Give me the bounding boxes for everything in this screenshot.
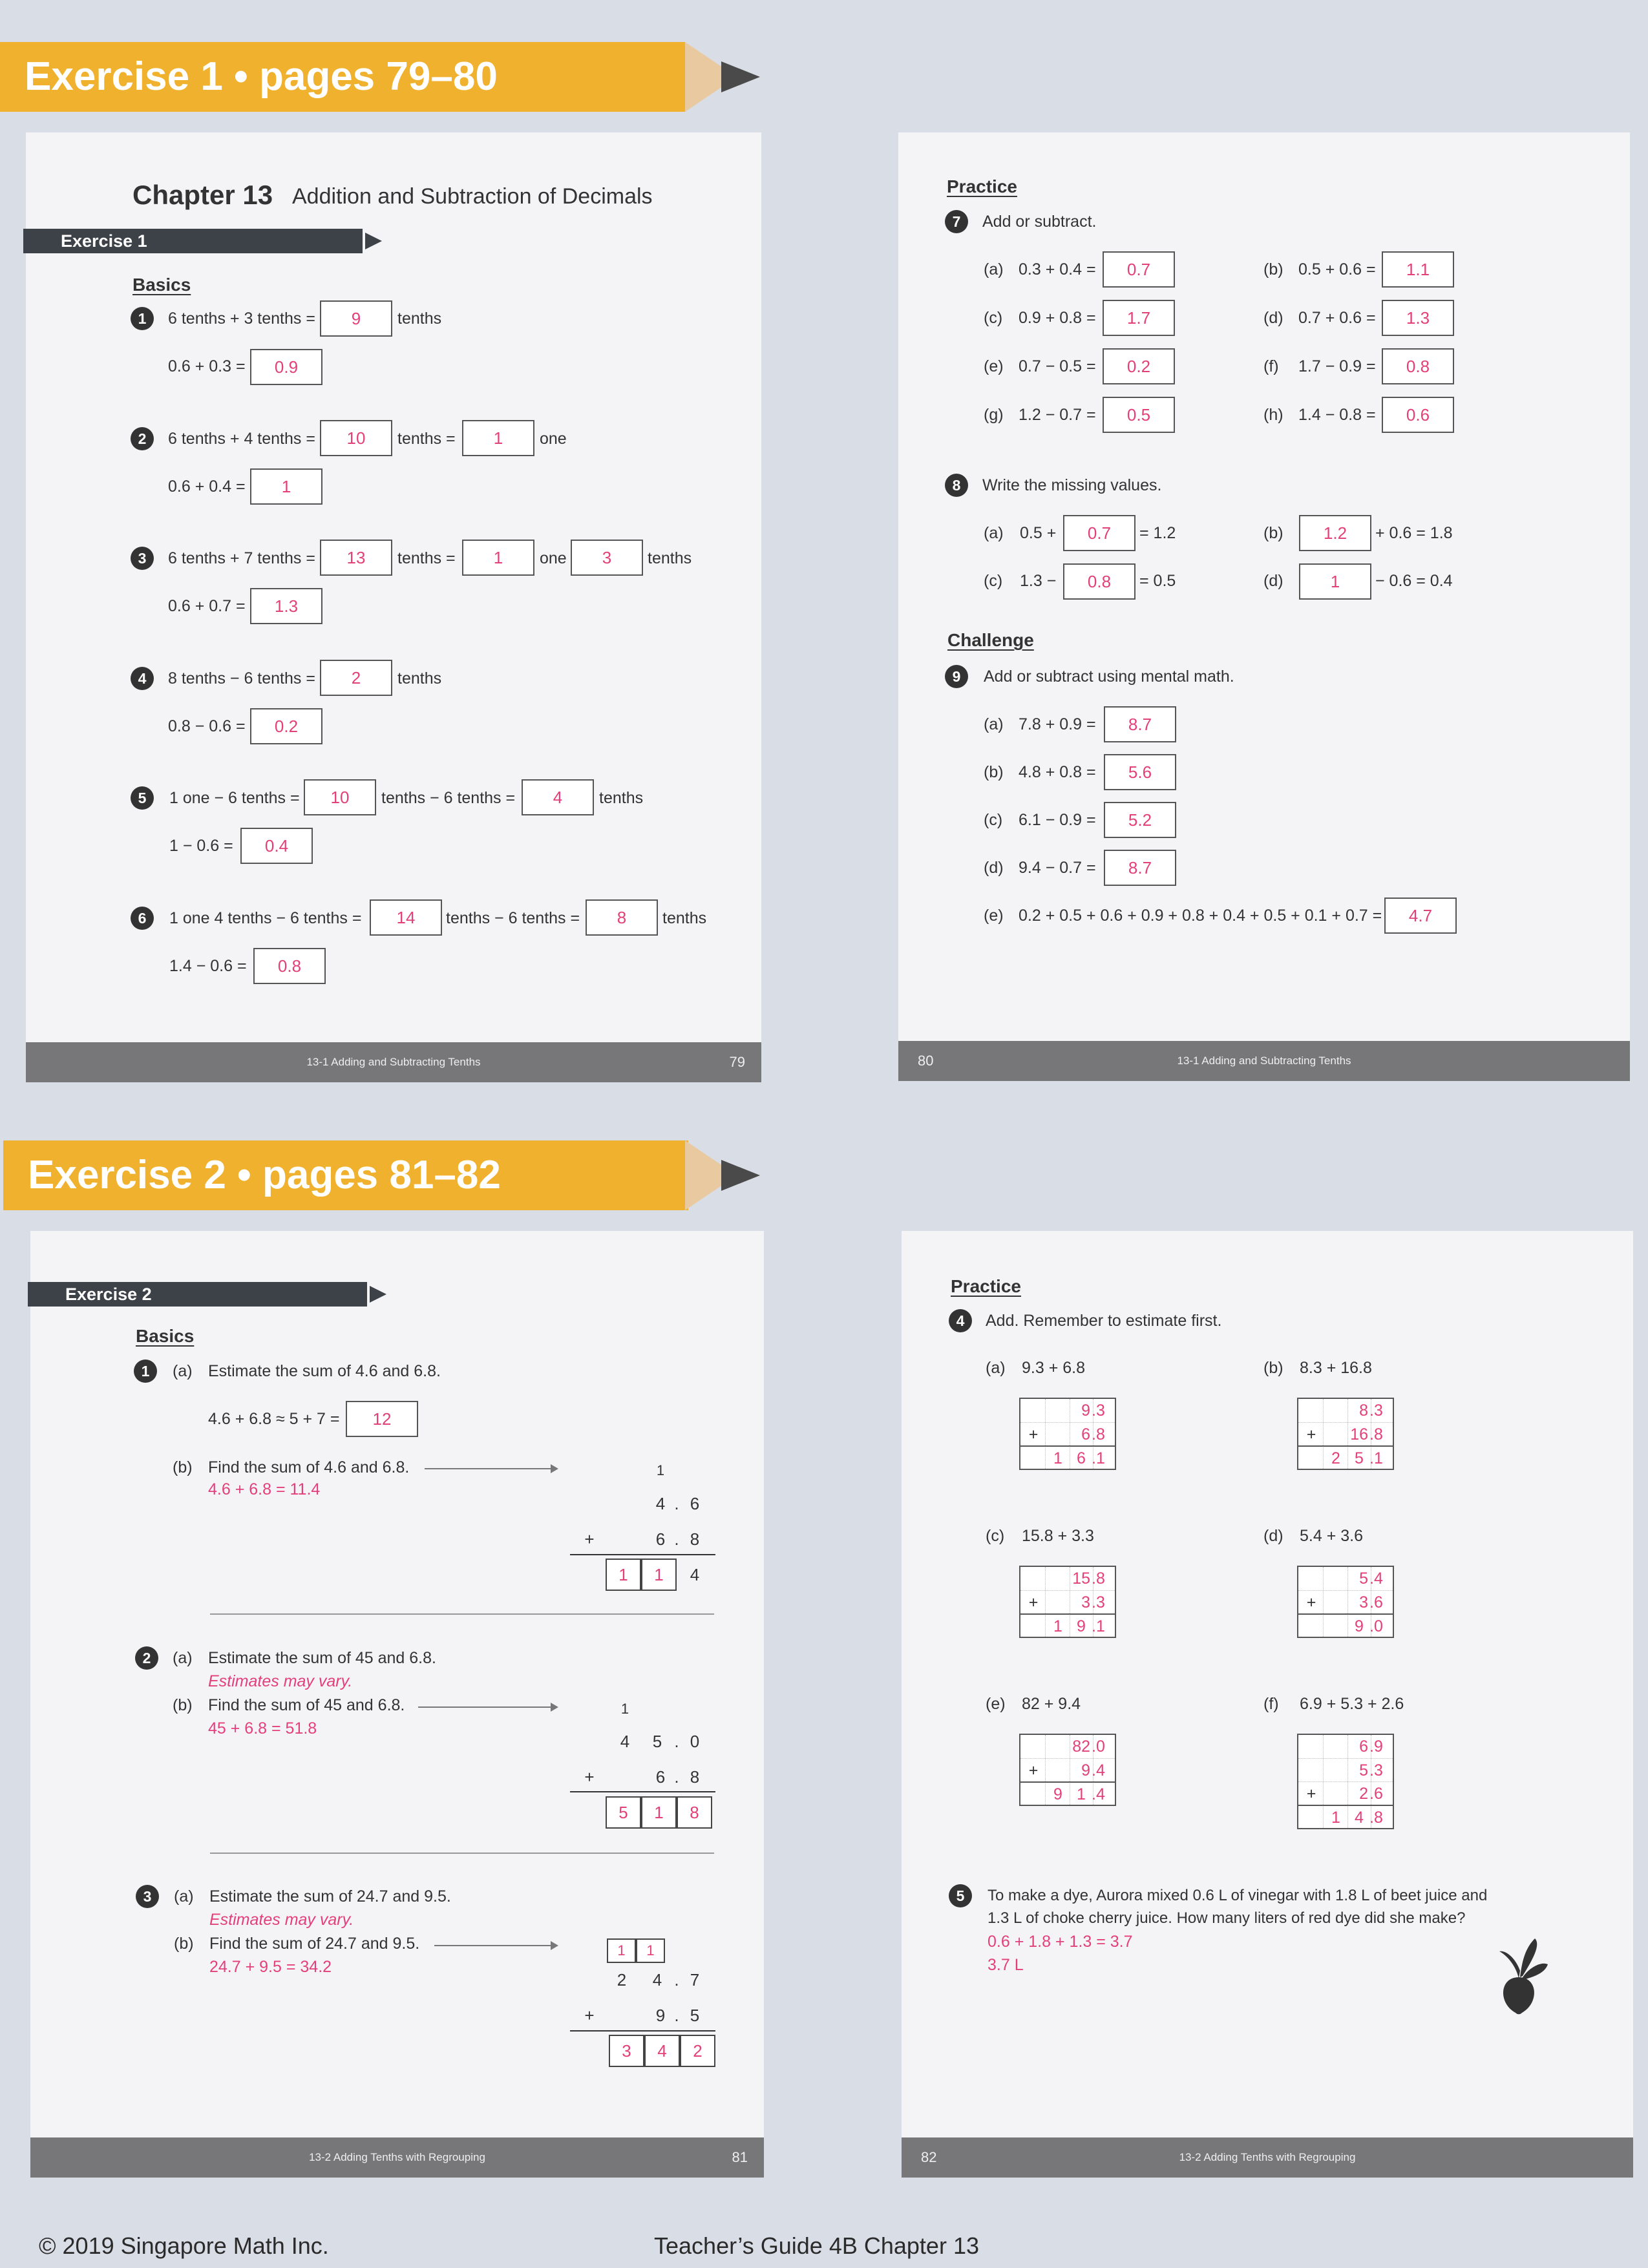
answer-box[interactable]: 0.5: [1103, 397, 1175, 433]
digit-cell: 1: [606, 1559, 641, 1591]
item-label: (d): [1263, 309, 1284, 327]
item-label: (b): [1263, 1359, 1284, 1377]
answer-box[interactable]: 1: [250, 468, 322, 505]
question-number: 8: [945, 474, 968, 497]
guide-title: Teacher’s Guide 4B Chapter 13: [654, 2232, 979, 2259]
answer-box[interactable]: 9: [320, 300, 392, 337]
page-number: 81: [732, 2149, 748, 2165]
item-expression: 15.8 + 3.3: [1022, 1527, 1094, 1545]
grid-row: 9 .3: [1081, 1402, 1105, 1420]
pencil-tip-icon: [721, 61, 760, 92]
addition-grid: [1297, 1566, 1394, 1638]
item-expression: 0.3 + 0.4 =: [1019, 260, 1096, 278]
page-footer: 82 13-2 Adding Tenths with Regrouping: [902, 2137, 1633, 2178]
digit-cell: 1: [641, 1796, 677, 1829]
answer-box[interactable]: 5.6: [1104, 754, 1176, 790]
item-label: (c): [984, 309, 1003, 327]
grid-row: 5 .4: [1359, 1570, 1383, 1588]
question-number: 9: [945, 665, 968, 688]
answer-box[interactable]: 8: [586, 899, 658, 936]
answer-box[interactable]: 1: [462, 540, 534, 576]
item-label: (a): [984, 260, 1004, 278]
exercise-ribbon: Exercise 1: [23, 229, 363, 253]
exercise-ribbon: Exercise 2: [28, 1282, 367, 1307]
digit-cell: 2: [680, 2035, 715, 2067]
answer-box[interactable]: 1: [462, 420, 534, 456]
arrow-icon: [434, 1945, 557, 1946]
grid-sum-row: 1 9 .1: [1020, 1613, 1115, 1637]
item-label: (a): [986, 1359, 1006, 1377]
basics-heading: Basics: [132, 275, 191, 295]
answer-box[interactable]: 1.1: [1382, 251, 1454, 288]
item-expression: 9.3 + 6.8: [1022, 1359, 1085, 1377]
grid-sum-row: 1 6 .1: [1020, 1445, 1115, 1469]
item-label: (c): [984, 811, 1003, 829]
item-expression: 1.2 − 0.7 =: [1019, 406, 1096, 424]
answer-box[interactable]: 1.7: [1103, 300, 1175, 336]
page-number: 79: [729, 1054, 745, 1070]
grid-row: + 3 .3: [1020, 1590, 1115, 1613]
item-expression: 4.8 + 0.8 =: [1019, 763, 1096, 781]
answer-box[interactable]: 3: [571, 540, 643, 576]
item-label: (a): [984, 715, 1004, 733]
item-label: (g): [984, 406, 1004, 424]
answer-box[interactable]: 0.7: [1103, 251, 1175, 288]
answer-box[interactable]: 8.7: [1104, 850, 1176, 886]
digit-cell: 5: [606, 1796, 641, 1829]
carry-cell: 1: [636, 1938, 665, 1963]
question-number: 4: [131, 667, 154, 690]
question-number: 1: [134, 1360, 157, 1383]
answer-box[interactable]: 5.2: [1104, 802, 1176, 838]
answer-box[interactable]: 10: [320, 420, 392, 456]
question-number: 2: [135, 1646, 158, 1670]
answer-box[interactable]: 0.8: [1063, 563, 1136, 600]
grid-row: 8 .3: [1359, 1402, 1383, 1420]
practice-heading: Practice: [947, 176, 1017, 196]
answer-box[interactable]: 1.2: [1299, 515, 1371, 551]
item-expression: 0.2 + 0.5 + 0.6 + 0.9 + 0.8 + 0.4 + 0.5 + 0.1 + 0.7 =: [1019, 907, 1382, 925]
pencil-tip-icon: [721, 1160, 760, 1191]
page-number: 80: [918, 1053, 934, 1069]
divider: [210, 1613, 714, 1615]
item-expression: 6.1 − 0.9 =: [1019, 811, 1096, 829]
question-number: 5: [949, 1884, 972, 1907]
answer-box[interactable]: 1.3: [1382, 300, 1454, 336]
page-82: Practice 4 Add. Remember to estimate first. (a) 9.3 + 6.8 9 .3 + 6 .8 1 6 .1 (b) 8.3 + 16.8 8 .3 + 16 .8 2 5 .1 (c) 15.8 + 3.3 15 .8 + 3 .3 1 9 .1 (d) 5.4 + 3.6 5 .4 + 3 .6 9 .0 (e) 82 + 9.4 82 .0 + 9 .4 9 1 .4 (f) 6.9 + 5.3 + 2.6 6 .9 5 .3 + 2 .6 1 4 .8 5 To make a dye, Aurora mixed 0.6 L of vinegar with 1.8 L of beet juice and 1.3 L of choke cherry juice. How many liters of red dye did she make? 0.6 + 1.8 + 1.3 = 3.7 3.7 L 82 13-2 Adding Tenths with Regrouping: [902, 1231, 1633, 2178]
item-expression: 82 + 9.4: [1022, 1695, 1081, 1713]
digit-cell: 3: [609, 2035, 644, 2067]
answer-box[interactable]: 10: [304, 779, 376, 815]
item-expression: 8.3 + 16.8: [1300, 1359, 1372, 1377]
item-expression: 7.8 + 0.9 =: [1019, 715, 1096, 733]
addition-grid: [1019, 1566, 1116, 1638]
page-footer: 13-2 Adding Tenths with Regrouping 81: [30, 2137, 764, 2178]
question-number: 3: [131, 547, 154, 570]
grid-row: + 3 .6: [1298, 1590, 1393, 1613]
grid-row: + 16 .8: [1298, 1422, 1393, 1445]
item-label: (c): [986, 1527, 1005, 1545]
question-number: 4: [949, 1309, 972, 1332]
arrow-icon: [418, 1706, 557, 1708]
item-expression: 0.7 + 0.6 =: [1298, 309, 1376, 327]
item-label: (d): [984, 859, 1004, 877]
question-number: 3: [136, 1885, 159, 1908]
digit-cell: 8: [677, 1796, 712, 1829]
digit-cell: 1: [641, 1559, 677, 1591]
item-label: (b): [984, 763, 1004, 781]
page-number: 82: [921, 2149, 937, 2165]
item-expression: 0.5 + 0.6 =: [1298, 260, 1376, 278]
answer-box[interactable]: 2: [320, 660, 392, 696]
item-label: (e): [984, 357, 1004, 375]
grid-sum-row: 9 .0: [1298, 1613, 1393, 1637]
item-label: (d): [1263, 1527, 1284, 1545]
item-label: (e): [986, 1695, 1006, 1713]
grid-row: 82 .0: [1072, 1738, 1105, 1756]
grid-row: 15 .8: [1072, 1570, 1105, 1588]
question-number: 6: [131, 907, 154, 930]
addition-grid: [1297, 1398, 1394, 1470]
question-number: 1: [131, 307, 154, 330]
grid-row: + 6 .8: [1020, 1422, 1115, 1445]
answer-box[interactable]: 12: [346, 1401, 418, 1437]
addition-grid: [1019, 1398, 1116, 1470]
exercise-2-banner: [0, 1140, 760, 1210]
grid-row: + 9 .4: [1020, 1758, 1115, 1781]
question-number: 7: [945, 210, 968, 233]
item-label: (b): [1263, 260, 1284, 278]
grid-row: 6 .9: [1359, 1738, 1383, 1756]
banner-title: Exercise 2 • pages 81–82: [3, 1140, 688, 1210]
answer-box[interactable]: 0.4: [240, 828, 313, 864]
answer-box[interactable]: 0.2: [250, 708, 322, 744]
chapter-number: Chapter 13: [132, 180, 273, 210]
digit-cell: 4: [644, 2035, 680, 2067]
item-expression: 0.9 + 0.8 =: [1019, 309, 1096, 327]
practice-heading: Practice: [951, 1276, 1021, 1296]
item-expression: 5.4 + 3.6: [1300, 1527, 1363, 1545]
item-label: (e): [984, 907, 1004, 925]
basics-heading: Basics: [136, 1326, 195, 1346]
answer-box[interactable]: 0.9: [250, 349, 322, 385]
addition-grid: [1297, 1734, 1394, 1829]
page-81: Exercise 2 Basics 1 (a) Estimate the sum of 4.6 and 6.8. 4.6 + 6.8 ≈ 5 + 7 = 12 (b) Find the sum of 4.6 and 6.8. 4.6 + 6.8 = 11.4 1 4 . 6 + 6 . 8 1 1 4 2 (a) Estimate the sum of 45 and 6.8. Estimates may vary. (b) Find the sum of 45 and 6.8. 45 + 6.8 = 51.8 1 4 5 . 0 + 6 . 8 5 1 8 3 (a) Estimate the sum of 24.7 and 9.5. Estimates may vary. (b) Find the sum of 24.7 and 9.5. 24.7 + 9.5 = 34.2 1 1 2 4 . 7 + 9 . 5 3 4 2 13-2 Adding Tenths with Regrouping 81: [30, 1231, 764, 2178]
item-expression: 1.7 − 0.9 =: [1298, 357, 1376, 375]
answer-box[interactable]: 1.3: [250, 588, 322, 624]
grid-row: + 2 .6: [1298, 1781, 1393, 1805]
page-80: Practice 7 Add or subtract. (a) 0.3 + 0.4 = 0.7 (b) 0.5 + 0.6 = 1.1 (c) 0.9 + 0.8 = 1.7 (d) 0.7 + 0.6 = 1.3 (e) 0.7 − 0.5 = 0.2 (f) 1.7 − 0.9 = 0.8 (g) 1.2 − 0.7 = 0.5 (h) 1.4 − 0.8 = 0.6 8 Write the missing values. (a) 0.5 + 0.7 = 1.2 (b) 1.2 + 0.6 = 1.8 (c) 1.3 − 0.8 = 0.5 (d) 1 − 0.6 = 0.4 Challenge 9 Add or subtract using mental math. (a) 7.8 + 0.9 = 8.7 (b) 4.8 + 0.8 = 5.6 (c) 6.1 − 0.9 = 5.2 (d) 9.4 − 0.7 = 8.7 (e) 0.2 + 0.5 + 0.6 + 0.9 + 0.8 + 0.4 + 0.5 + 0.1 + 0.7 = 4.7 80 13-1 Adding and Subtracting Tenths: [898, 132, 1630, 1081]
item-label: (f): [1263, 357, 1279, 375]
answer-box[interactable]: 4: [522, 779, 594, 815]
question-number: 2: [131, 427, 154, 450]
grid-row: 5 .3: [1298, 1758, 1393, 1781]
question-number: 5: [131, 786, 154, 810]
exercise-1-banner: [0, 42, 760, 112]
answer-box[interactable]: 8.7: [1104, 706, 1176, 742]
copyright: © 2019 Singapore Math Inc.: [39, 2232, 329, 2259]
answer-box[interactable]: 0.8: [1382, 348, 1454, 384]
item-expression: 1.4 − 0.8 =: [1298, 406, 1376, 424]
answer-box[interactable]: 1: [1299, 563, 1371, 600]
grid-sum-row: 2 5 .1: [1298, 1445, 1393, 1469]
item-label: (f): [1263, 1695, 1279, 1713]
banner-title: Exercise 1 • pages 79–80: [0, 42, 685, 112]
chapter-title: Addition and Subtraction of Decimals: [292, 184, 653, 209]
item-label: (h): [1263, 406, 1284, 424]
answer-box[interactable]: 0.2: [1103, 348, 1175, 384]
addition-grid: [1019, 1734, 1116, 1806]
page-79: Chapter 13 Addition and Subtraction of Decimals Exercise 1 Basics 1 6 tenths + 3 tenths = 9 tenths 0.6 + 0.3 = 0.9 2 6 tenths + 4 tenths = 10 tenths = 1 one 0.6 + 0.4 = 1 3 6 tenths + 7 tenths = 13 tenths = 1 one 3 tenths 0.6 + 0.7 = 1.3 4 8 tenths − 6 tenths = 2 tenths 0.8 − 0.6 = 0.2 5 1 one − 6 tenths = 10 tenths − 6 tenths = 4 tenths 1 − 0.6 = 0.4 6 1 one 4 tenths − 6 tenths = 14 tenths − 6 tenths = 8 tenths 1.4 − 0.6 = 0.8 13-1 Adding and Subtracting Tenths 79: [26, 132, 761, 1082]
answer-box[interactable]: 0.6: [1382, 397, 1454, 433]
answer-box[interactable]: 13: [320, 540, 392, 576]
arrow-icon: [425, 1468, 557, 1469]
grid-sum-row: 9 1 .4: [1020, 1781, 1115, 1805]
grid-sum-row: 1 4 .8: [1298, 1805, 1393, 1828]
page-footer: 80 13-1 Adding and Subtracting Tenths: [898, 1041, 1630, 1081]
answer-box[interactable]: 14: [370, 899, 442, 936]
beet-icon: [1486, 1932, 1551, 2016]
page-footer: 13-1 Adding and Subtracting Tenths 79: [26, 1042, 761, 1082]
answer-box[interactable]: 0.8: [253, 948, 326, 984]
answer-box[interactable]: 0.7: [1063, 515, 1136, 551]
divider: [210, 1853, 714, 1854]
item-expression: 9.4 − 0.7 =: [1019, 859, 1096, 877]
item-expression: 0.7 − 0.5 =: [1019, 357, 1096, 375]
challenge-heading: Challenge: [947, 630, 1034, 650]
item-expression: 6.9 + 5.3 + 2.6: [1300, 1695, 1404, 1713]
carry-cell: 1: [607, 1938, 636, 1963]
answer-box[interactable]: 4.7: [1384, 898, 1457, 934]
